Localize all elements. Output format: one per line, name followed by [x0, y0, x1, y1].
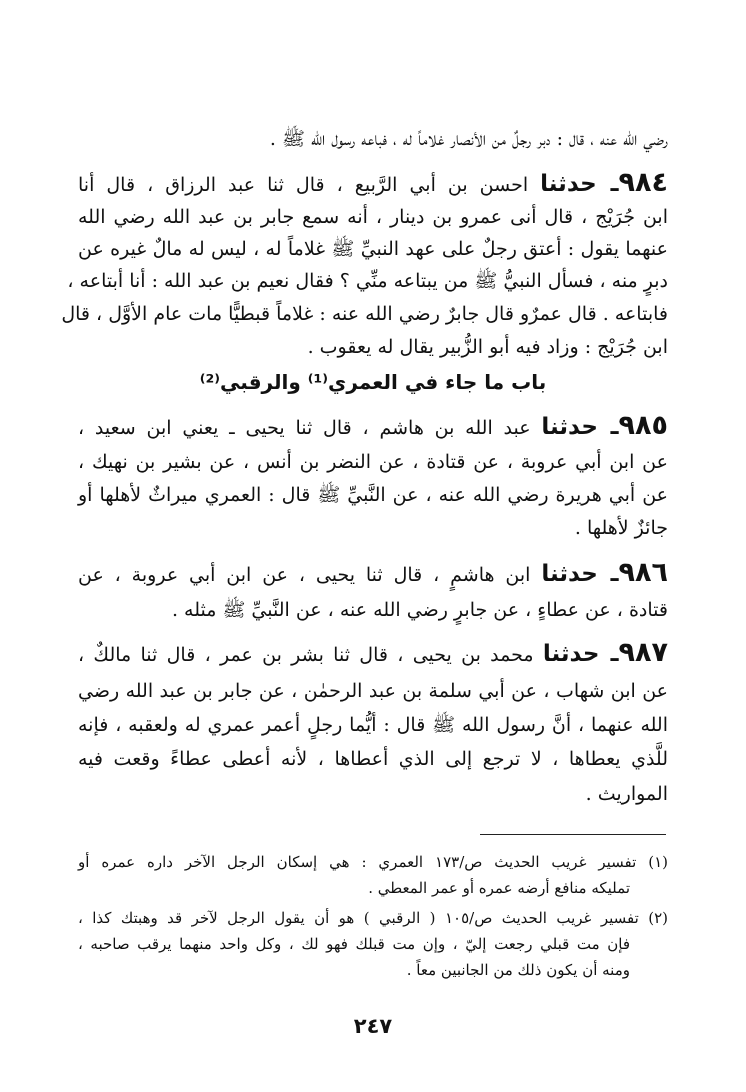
text-line: ابن هاشمٍ ، قال ثنا يحيى ، عن ابن أبي عروبة ، عن	[78, 564, 531, 586]
footnote-1-line: (١) تفسير غريب الحديث ص/١٧٣ العمري : هي إسكان الرجل الآخر داره عمره أو	[78, 853, 668, 871]
text-line: عن أبي هريرة رضي الله عنه ، عن النَّبيِّ ﷺ قال : العمري ميراثٌ لأهلها أو	[78, 484, 668, 506]
hadith-986-first-line	[78, 558, 668, 590]
hadith-keyword: ـ حدثنا	[542, 641, 619, 667]
text-line: عن ابن شهاب ، عن أبي سلمة بن عبد الرحمٰن ، عن جابر بن عبد الله رضي	[78, 680, 668, 702]
hadith-keyword: ـ حدثنا	[541, 414, 619, 440]
text-line: ابن جُرَيْج ، قال أنى عمرو بن دينار ، أنه سمع جابر بن عبد الله رضي الله	[78, 206, 668, 228]
text-line: الله عنهما ، أنَّ رسول الله ﷺ قال : أيُّما رجلٍ أعمر عمري له ولعقبه ، فإنه	[78, 714, 668, 736]
text-line: قتادة ، عن عطاءٍ ، عن جابرٍ رضي الله عنه ، عن النَّبيِّ ﷺ مثله .	[171, 599, 668, 621]
text-line: دبرٍ منه ، فسأل النبيُّ ﷺ من يبتاعه منِّي ؟ فقال نعيم بن عبد الله : أنا أبتاعه ،	[67, 270, 668, 292]
text-line: جائزٌ لأهلها .	[574, 517, 668, 539]
footnote-2-line: ومنه أن يكون ذلك من الجانبين معاً .	[406, 961, 630, 979]
page-number: ٢٤٧	[353, 1014, 393, 1038]
hadith-number: ٩٨٥	[618, 410, 668, 441]
text-line: محمد بن يحيى ، قال ثنا بشر بن عمر ، قال ثنا مالكٌ ،	[78, 644, 534, 666]
footnote-separator	[480, 834, 666, 835]
text-line: للَّذي يعطاها ، لا ترجع إلى الذي أعطاها ، لأنه أعطى عطاءً وقعت فيه	[78, 748, 668, 770]
text-line: ابن جُرَيْج : وزاد فيه أبو الزُّبير يقال له يعقوب .	[307, 336, 668, 358]
text-line: فابتاعه . قال عمرٌو قال جابرٌ رضي الله عنه : غلاماً قبطيًّا مات عام الأوَّل ، قال	[61, 303, 668, 325]
text-line: رضي الله عنه ، قال : دبر رجلٌ من الأنصار غلاماً له ، فباعه رسول الله ﷺ .	[269, 128, 668, 150]
hadith-984-first-line	[78, 168, 668, 200]
text-line: عبد الله بن هاشم ، قال ثنا يحيى ـ يعني ابن سعيد ،	[78, 417, 531, 439]
text-line: احسن بن أبي الرَّبيع ، قال ثنا عبد الرزاق ، قال أنا	[78, 174, 529, 196]
text-line: المواريث .	[585, 783, 668, 805]
footnote-2-line: فإن مت قبلي رجعت إليّ ، وإن مت قبلك فهو لك ، وكل واحد منهما يرقب صاحبه ،	[78, 935, 630, 953]
text-line: عن ابن أبي عروبة ، عن قتادة ، عن النضر بن أنس ، عن بشير بن نهيك ،	[78, 451, 668, 473]
hadith-number: ٩٨٧	[618, 637, 668, 668]
footnote-2-line: (٢) تفسير غريب الحديث ص/١٠٥ ( الرقبي ) هو أن يقول الرجل لآخر قد وهبتك كذا ،	[78, 909, 668, 927]
hadith-985-first-line	[78, 411, 668, 443]
hadith-number: ٩٨٦	[618, 557, 668, 588]
hadith-987-first-line	[78, 638, 668, 670]
hadith-number: ٩٨٤	[618, 167, 668, 198]
footnote-1-line: تمليكه منافع أرضه عمره أو عمر المعطي .	[368, 879, 630, 897]
hadith-keyword: ـ حدثنا	[540, 171, 619, 197]
chapter-heading: باب ما جاء في العمري⁽¹⁾ والرقبي⁽²⁾	[199, 370, 547, 394]
text-line: عنهما يقول : أعتق رجلٌ على عهد النبيِّ ﷺ غلاماً له ، ليس له مالٌ غيره عن	[78, 238, 668, 260]
hadith-keyword: ـ حدثنا	[541, 561, 619, 587]
